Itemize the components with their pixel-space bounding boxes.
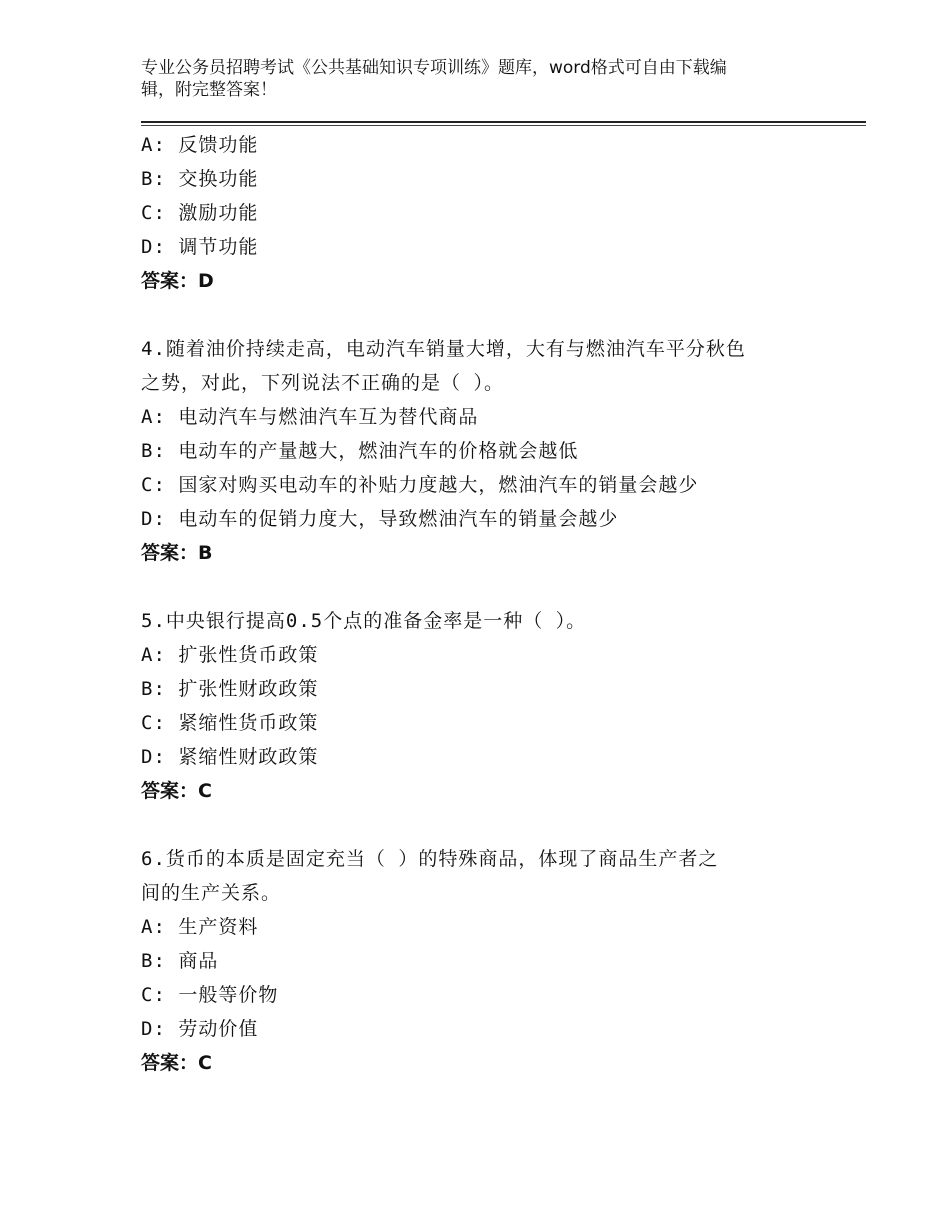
- answer-label: 答案：B: [141, 542, 213, 564]
- question-stem: 4.随着油价持续走高，电动汽车销量大增，大有与燃油汽车平分秋色: [141, 338, 746, 360]
- question-6-block: [141, 842, 841, 1080]
- option-b: B: 电动车的产量越大，燃油汽车的价格就会越低: [141, 440, 579, 462]
- option-b: B: 交换功能: [141, 168, 259, 190]
- option-d: D: 调节功能: [141, 236, 259, 258]
- option-a: A: 生产资料: [141, 916, 259, 938]
- header-line-1: 专业公务员招聘考试《公共基础知识专项训练》题库，word格式可自由下载编: [141, 58, 727, 78]
- answer-label: 答案：C: [141, 1052, 212, 1074]
- option-b: B: 扩张性财政政策: [141, 678, 319, 700]
- header-rule-thin: [141, 125, 866, 126]
- option-d: D: 劳动价值: [141, 1018, 259, 1040]
- option-d: D: 电动车的促销力度大，导致燃油汽车的销量会越少: [141, 508, 619, 530]
- question-stem-cont: 之势，对此，下列说法不正确的是（ ）。: [141, 372, 504, 394]
- question-4-block: [141, 332, 841, 570]
- question-content: [141, 128, 841, 1080]
- answer-label: 答案：C: [141, 780, 212, 802]
- option-c: C: 国家对购买电动车的补贴力度越大，燃油汽车的销量会越少: [141, 474, 699, 496]
- option-d: D: 紧缩性财政政策: [141, 746, 319, 768]
- spacer: [141, 808, 841, 842]
- option-a: A: 反馈功能: [141, 134, 259, 156]
- header-line-2: 辑，附完整答案！: [141, 80, 277, 100]
- question-5-block: [141, 604, 841, 808]
- document-header: [141, 57, 821, 101]
- option-c: C: 一般等价物: [141, 984, 279, 1006]
- answer-label: 答案：D: [141, 270, 214, 292]
- option-a: A: 扩张性货币政策: [141, 644, 319, 666]
- spacer: [141, 570, 841, 604]
- question-stem-cont: 间的生产关系。: [141, 882, 282, 904]
- option-b: B: 商品: [141, 950, 219, 972]
- question-3-block: [141, 128, 841, 298]
- question-stem: 6.货币的本质是固定充当（ ）的特殊商品，体现了商品生产者之: [141, 848, 719, 870]
- option-c: C: 激励功能: [141, 202, 259, 224]
- header-rule-thick: [141, 121, 866, 123]
- spacer: [141, 298, 841, 332]
- option-a: A: 电动汽车与燃油汽车互为替代商品: [141, 406, 479, 428]
- option-c: C: 紧缩性货币政策: [141, 712, 319, 734]
- question-stem: 5.中央银行提高0.5个点的准备金率是一种（ ）。: [141, 610, 587, 632]
